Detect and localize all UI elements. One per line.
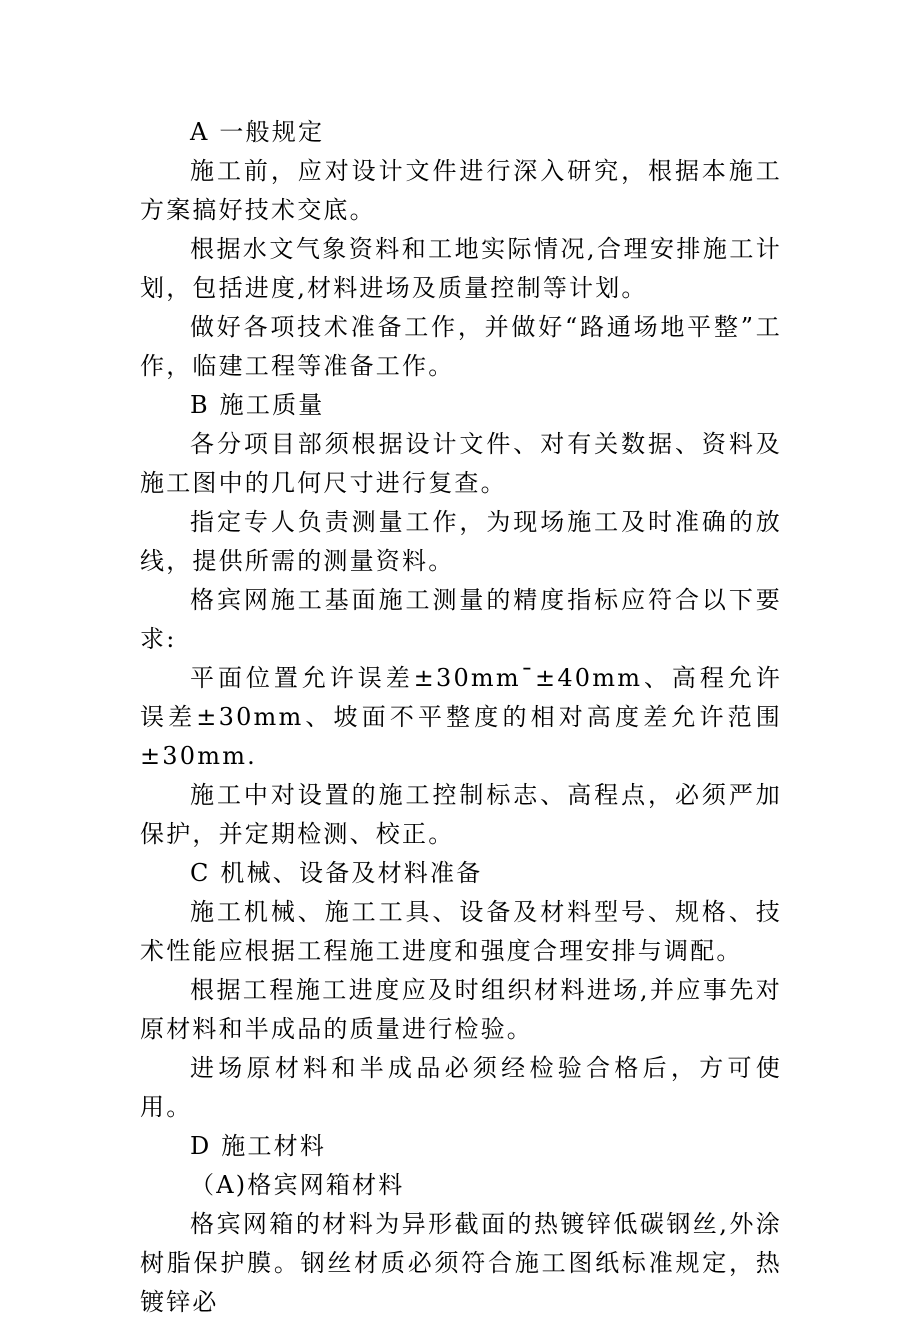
- paragraph: 根据工程施工进度应及时组织材料进场,并应事先对原材料和半成品的质量进行检验。: [140, 976, 782, 1043]
- section-heading-d: D 施工材料: [190, 1132, 327, 1160]
- paragraph: 做好各项技术准备工作，并做好“路通场地平整”工作，临建工程等准备工作。: [140, 313, 782, 380]
- paragraph-tolerances: 平面位置允许误差±30mm¯±40mm、高程允许误差±30mm、坡面不平整度的相对高度差允许范围±30mm.: [140, 664, 782, 770]
- paragraph: 施工机械、施工工具、设备及材料型号、规格、技术性能应根据工程施工进度和强度合理安排与调配。: [140, 898, 782, 965]
- section-heading-c: C 机械、设备及材料准备: [190, 859, 483, 887]
- paragraph: 施工中对设置的施工控制标志、高程点，必须严加保护，并定期检测、校正。: [140, 781, 782, 848]
- paragraph: 根据水文气象资料和工地实际情况,合理安排施工计划，包括进度,材料进场及质量控制等计划。: [140, 235, 782, 302]
- subsection-heading-a: （A)格宾网箱材料: [190, 1171, 405, 1199]
- section-heading-a: A 一般规定: [190, 118, 325, 146]
- paragraph: 各分项目部须根据设计文件、对有关数据、资料及施工图中的几何尺寸进行复查。: [140, 430, 782, 497]
- paragraph: 格宾网施工基面施工测量的精度指标应符合以下要求:: [140, 586, 782, 653]
- section-heading-b: B 施工质量: [190, 391, 325, 419]
- document-page: [140, 113, 782, 1322]
- paragraph: 施工前，应对设计文件进行深入研究，根据本施工方案搞好技术交底。: [140, 157, 782, 224]
- paragraph: 指定专人负责测量工作，为现场施工及时准确的放线，提供所需的测量资料。: [140, 508, 782, 575]
- paragraph: 格宾网箱的材料为异形截面的热镀锌低碳钢丝,外涂树脂保护膜。钢丝材质必须符合施工图纸标准规定，热镀锌必: [140, 1210, 782, 1316]
- paragraph: 进场原材料和半成品必须经检验合格后，方可使用。: [140, 1054, 782, 1121]
